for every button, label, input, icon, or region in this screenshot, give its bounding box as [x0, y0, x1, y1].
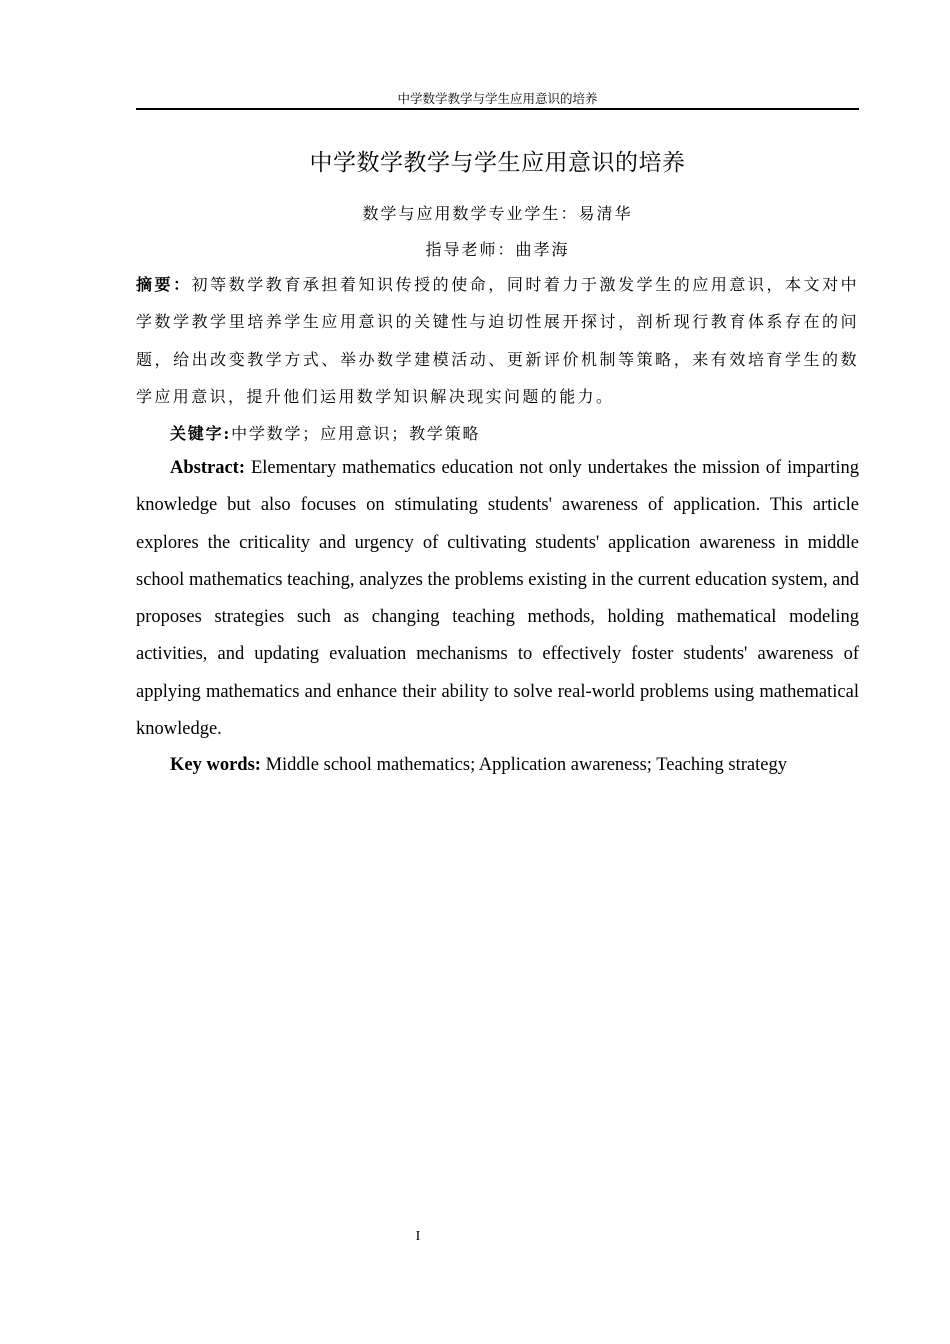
abstract-en-text: Elementary mathematics education not only undertakes the mission of imparting knowledge but also focuses on stimulating students' awareness of application. This article explores the criticality and urgency of cultivating students' application awareness in middle school mathematics teaching, analyzes the problems existing in the current education system, and proposes strategies such as changing teaching methods, holding mathematical modeling activities, and updating evaluation mechanisms to effectively foster students' awareness of applying mathematics and enhance their ability to solve real-world problems using mathematical knowledge.	[136, 458, 859, 740]
abstract-en	[136, 450, 859, 748]
abstract-cn-label: 摘要：	[136, 275, 192, 294]
paper-title: 中学数学教学与学生应用意识的培养	[309, 150, 686, 176]
running-header: 中学数学教学与学生应用意识的培养	[397, 91, 598, 106]
author-line: 数学与应用数学专业学生：易清华	[362, 204, 633, 223]
abstract-cn-text: 初等数学教育承担着知识传授的使命，同时着力于激发学生的应用意识，本文对中学数学教学里培养学生应用意识的关键性与迫切性展开探讨，剖析现行教育体系存在的问题，给出改变教学方式、举办数学建模活动、更新评价机制等策略，来有效培育学生的数学应用意识，提升他们运用数学知识解决现实问题的能力。	[136, 275, 860, 406]
abstract-en-label: Abstract:	[170, 458, 246, 478]
page-number: I	[415, 1229, 421, 1244]
keywords-cn-label: 关键字:	[170, 424, 232, 443]
abstract-cn	[136, 266, 859, 415]
keywords-en-label: Key words:	[170, 755, 261, 775]
keywords-cn	[136, 415, 859, 452]
header-divider	[136, 108, 859, 110]
keywords-en-text: Middle school mathematics; Application awareness; Teaching strategy	[265, 755, 787, 775]
keywords-cn-text: 中学数学；应用意识；教学策略	[231, 424, 481, 443]
advisor-line: 指导老师：曲孝海	[425, 240, 570, 259]
keywords-en	[136, 747, 859, 784]
